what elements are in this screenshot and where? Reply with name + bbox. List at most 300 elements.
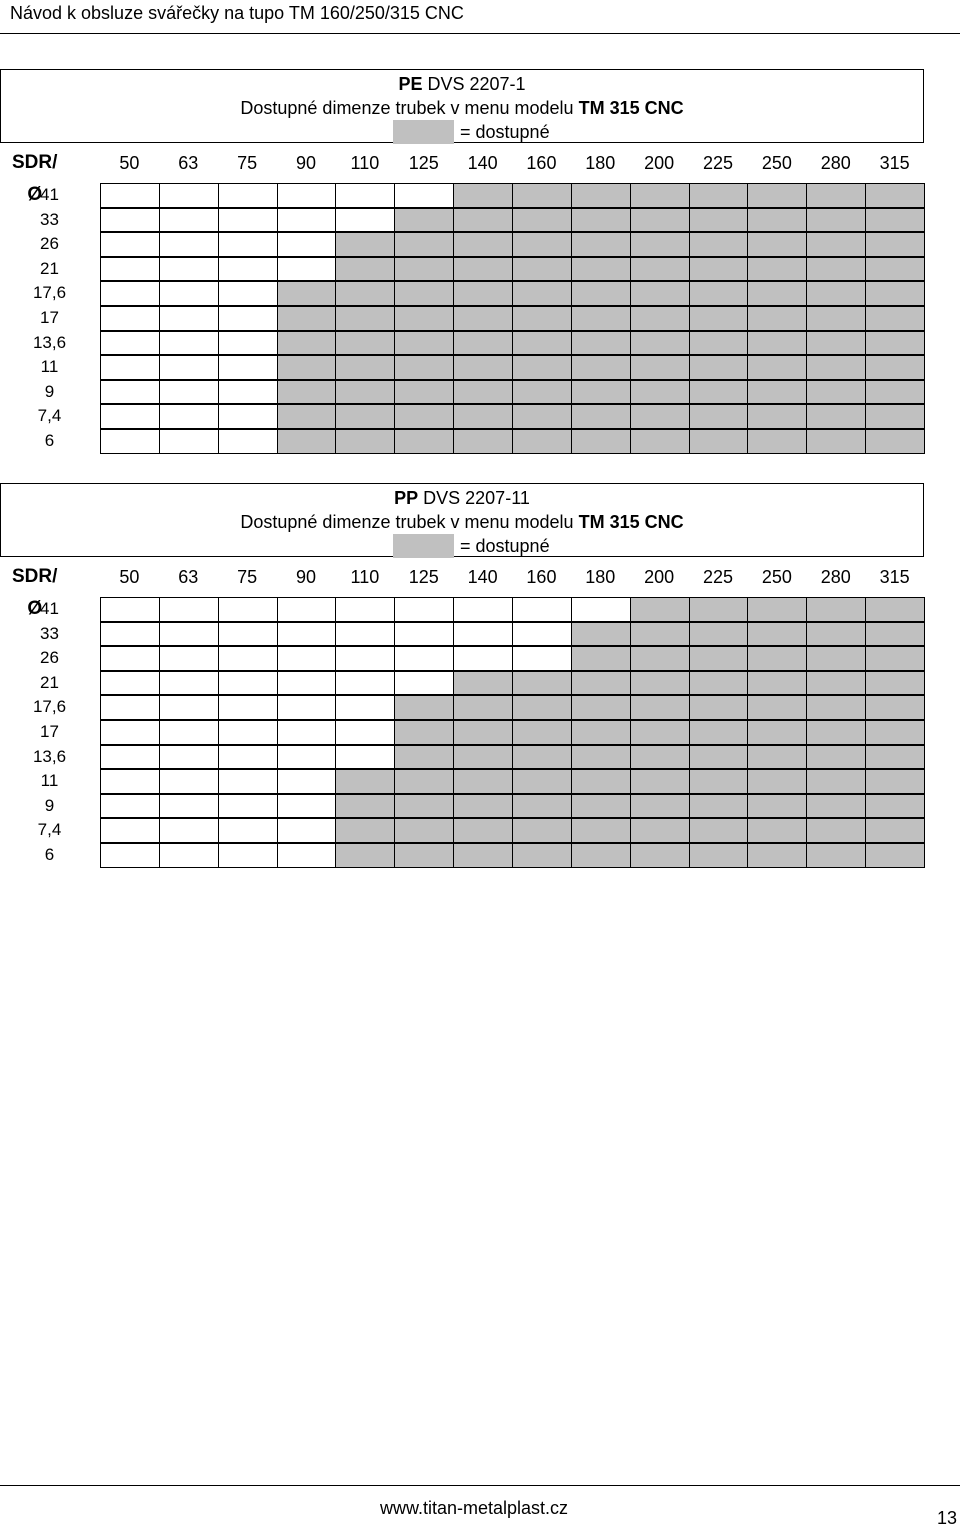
pp-availability-cell — [865, 695, 925, 720]
pp-availability-cell — [806, 622, 866, 647]
pp-availability-cell — [335, 646, 395, 671]
pp-availability-cell — [277, 745, 337, 770]
pp-availability-cell — [218, 818, 278, 843]
pe-availability-cell — [865, 429, 925, 454]
pe-availability-cell — [335, 404, 395, 429]
pp-availability-cell — [277, 646, 337, 671]
pp-availability-cell — [159, 745, 219, 770]
pp-availability-cell — [571, 818, 631, 843]
pp-availability-cell — [277, 695, 337, 720]
pp-legend-swatch — [393, 534, 454, 558]
pp-availability-cell — [159, 646, 219, 671]
pp-availability-cell — [689, 646, 749, 671]
pp-availability-cell — [512, 720, 572, 745]
pe-sdr-header: SDR/Ø — [12, 152, 58, 205]
pp-availability-cell — [630, 745, 690, 770]
pp-column-header-180: 180 — [585, 567, 616, 587]
pe-availability-cell — [571, 404, 631, 429]
pp-availability-cell — [394, 843, 454, 868]
pe-availability-cell — [747, 306, 807, 331]
pe-availability-cell — [747, 232, 807, 257]
pp-availability-cell — [689, 794, 749, 819]
pp-availability-cell — [630, 843, 690, 868]
pe-column-header-90: 90 — [295, 153, 317, 173]
pe-availability-cell — [159, 183, 219, 208]
pp-availability-cell — [159, 769, 219, 794]
pe-row-label-sdr: 26 — [40, 234, 59, 254]
pp-availability-cell — [806, 695, 866, 720]
pe-availability-cell — [218, 429, 278, 454]
pp-availability-cell — [394, 769, 454, 794]
pp-availability-cell — [394, 646, 454, 671]
pp-availability-cell — [277, 622, 337, 647]
pp-availability-cell — [571, 769, 631, 794]
pe-availability-cell — [100, 404, 160, 429]
pp-availability-cell — [453, 671, 513, 696]
pe-row-label-sdr: 11 — [40, 357, 59, 377]
pe-availability-cell — [218, 331, 278, 356]
pe-availability-cell — [100, 257, 160, 282]
pe-availability-cell — [394, 281, 454, 306]
pe-availability-cell — [512, 429, 572, 454]
pp-availability-cell — [394, 597, 454, 622]
pe-availability-cell — [571, 355, 631, 380]
pe-availability-cell — [277, 429, 337, 454]
pp-availability-cell — [630, 720, 690, 745]
pe-availability-cell — [571, 429, 631, 454]
pp-column-header-63: 63 — [178, 567, 199, 587]
pe-availability-cell — [394, 306, 454, 331]
pp-availability-cell — [630, 597, 690, 622]
pp-availability-cell — [630, 622, 690, 647]
pe-column-header-63: 63 — [178, 153, 199, 173]
pe-availability-cell — [277, 257, 337, 282]
pp-availability-cell — [865, 794, 925, 819]
pp-row-label-sdr: 17,6 — [32, 697, 67, 717]
pp-row-label-sdr: 7,4 — [37, 820, 62, 840]
header-divider — [0, 33, 960, 34]
pp-availability-cell — [453, 597, 513, 622]
pe-availability-cell — [335, 183, 395, 208]
pe-availability-cell — [335, 429, 395, 454]
pe-availability-cell — [630, 306, 690, 331]
pe-availability-cell — [218, 208, 278, 233]
pp-availability-cell — [865, 818, 925, 843]
pe-availability-cell — [218, 306, 278, 331]
pe-availability-cell — [806, 306, 866, 331]
pe-availability-cell — [277, 232, 337, 257]
pp-subtitle-line — [1, 510, 923, 534]
pe-availability-cell — [571, 306, 631, 331]
pe-availability-cell — [689, 380, 749, 405]
pp-availability-cell — [512, 745, 572, 770]
pp-availability-cell — [218, 843, 278, 868]
pp-availability-cell — [453, 720, 513, 745]
pe-availability-cell — [806, 429, 866, 454]
pp-availability-cell — [747, 818, 807, 843]
pe-availability-cell — [159, 380, 219, 405]
pp-availability-cell — [453, 695, 513, 720]
pp-availability-cell — [277, 843, 337, 868]
pe-availability-cell — [453, 281, 513, 306]
pp-availability-cell — [571, 646, 631, 671]
pe-availability-cell — [512, 183, 572, 208]
pp-availability-cell — [394, 818, 454, 843]
pp-availability-cell — [394, 671, 454, 696]
pe-availability-cell — [100, 380, 160, 405]
pe-availability-cell — [865, 404, 925, 429]
pp-availability-cell — [747, 622, 807, 647]
pp-availability-cell — [218, 622, 278, 647]
pp-availability-cell — [630, 695, 690, 720]
pe-availability-cell — [512, 306, 572, 331]
pe-availability-cell — [453, 257, 513, 282]
pe-availability-cell — [453, 404, 513, 429]
pp-availability-cell — [335, 769, 395, 794]
pp-availability-cell — [100, 646, 160, 671]
pe-availability-cell — [218, 380, 278, 405]
pp-row-label-sdr: 33 — [40, 623, 59, 643]
pp-availability-cell — [512, 622, 572, 647]
pe-availability-cell — [159, 208, 219, 233]
pe-availability-cell — [453, 355, 513, 380]
pp-availability-cell — [394, 794, 454, 819]
pe-availability-cell — [630, 355, 690, 380]
pp-availability-cell — [806, 646, 866, 671]
pe-standard: DVS 2207-1 — [427, 74, 526, 94]
pp-availability-cell — [865, 769, 925, 794]
pe-availability-cell — [806, 380, 866, 405]
pp-availability-cell — [747, 794, 807, 819]
pp-availability-cell — [806, 720, 866, 745]
pe-availability-cell — [277, 281, 337, 306]
pe-availability-cell — [747, 404, 807, 429]
pp-availability-cell — [571, 745, 631, 770]
pp-availability-cell — [689, 843, 749, 868]
pe-availability-cell — [689, 404, 749, 429]
pp-row-label-sdr: 26 — [40, 648, 59, 668]
pe-availability-cell — [277, 355, 337, 380]
pp-sdr-header: SDR/Ø — [12, 566, 58, 619]
pe-availability-cell — [630, 380, 690, 405]
pe-availability-cell — [159, 306, 219, 331]
pp-availability-cell — [277, 671, 337, 696]
pp-availability-cell — [865, 622, 925, 647]
pe-availability-cell — [394, 208, 454, 233]
pp-legend — [1, 534, 923, 558]
pe-availability-cell — [453, 380, 513, 405]
footer-divider — [0, 1485, 960, 1486]
pe-availability-cell — [218, 281, 278, 306]
pp-availability-cell — [512, 597, 572, 622]
pp-availability-cell — [100, 818, 160, 843]
pe-availability-cell — [571, 331, 631, 356]
pe-column-header-225: 225 — [703, 153, 734, 173]
pp-availability-cell — [159, 843, 219, 868]
pp-column-header-200: 200 — [644, 567, 675, 587]
pe-availability-cell — [394, 380, 454, 405]
pe-availability-cell — [453, 183, 513, 208]
pe-row-label-sdr: 13,6 — [32, 332, 67, 352]
pe-availability-cell — [689, 429, 749, 454]
pe-legend-text: = dostupné — [460, 122, 550, 142]
pp-availability-cell — [512, 769, 572, 794]
pp-availability-cell — [865, 843, 925, 868]
pp-column-header-225: 225 — [703, 567, 734, 587]
pe-column-header-200: 200 — [644, 153, 675, 173]
pe-availability-cell — [159, 257, 219, 282]
pp-column-header-125: 125 — [408, 567, 439, 587]
pe-availability-cell — [806, 404, 866, 429]
pp-column-header-160: 160 — [526, 567, 557, 587]
pe-availability-cell — [630, 331, 690, 356]
pp-availability-cell — [689, 745, 749, 770]
pe-availability-cell — [689, 281, 749, 306]
pp-row-label-sdr: 41 — [40, 599, 59, 618]
pe-column-header-250: 250 — [761, 153, 792, 173]
pp-availability-cell — [747, 597, 807, 622]
pe-table-title-box — [0, 69, 924, 143]
pp-column-header-250: 250 — [761, 567, 792, 587]
pe-availability-cell — [277, 208, 337, 233]
pp-availability-cell — [453, 769, 513, 794]
pe-availability-cell — [394, 257, 454, 282]
pe-availability-cell — [865, 355, 925, 380]
pe-availability-cell — [747, 380, 807, 405]
pp-availability-cell — [277, 597, 337, 622]
pe-availability-cell — [159, 404, 219, 429]
pp-availability-cell — [689, 671, 749, 696]
pe-availability-cell — [571, 380, 631, 405]
pe-legend-swatch — [393, 120, 454, 144]
pe-availability-cell — [865, 232, 925, 257]
pe-column-header-315: 315 — [879, 153, 910, 173]
pp-availability-cell — [512, 646, 572, 671]
pe-availability-cell — [865, 281, 925, 306]
pe-model: TM 315 CNC — [578, 98, 684, 118]
pe-availability-cell — [277, 331, 337, 356]
pe-material: PE — [398, 74, 423, 94]
pe-availability-cell — [571, 257, 631, 282]
pp-availability-cell — [394, 720, 454, 745]
pp-availability-cell — [218, 720, 278, 745]
pe-availability-cell — [453, 331, 513, 356]
pp-availability-cell — [689, 818, 749, 843]
pe-availability-cell — [806, 208, 866, 233]
pe-availability-cell — [159, 331, 219, 356]
pe-availability-cell — [747, 281, 807, 306]
pp-availability-cell — [335, 794, 395, 819]
pe-availability-cell — [394, 429, 454, 454]
pe-column-header-75: 75 — [237, 153, 258, 173]
pp-availability-cell — [100, 794, 160, 819]
pp-availability-cell — [100, 597, 160, 622]
pe-availability-cell — [630, 404, 690, 429]
page-number: 13 — [937, 1508, 958, 1528]
pp-availability-cell — [630, 646, 690, 671]
pe-availability-cell — [806, 331, 866, 356]
pe-availability-cell — [512, 208, 572, 233]
pe-availability-cell — [865, 183, 925, 208]
pp-availability-cell — [747, 720, 807, 745]
pe-row-label-sdr: 7,4 — [37, 406, 62, 426]
pe-availability-cell — [689, 232, 749, 257]
pp-availability-cell — [453, 818, 513, 843]
pe-availability-cell — [100, 281, 160, 306]
pp-availability-cell — [218, 695, 278, 720]
pp-availability-cell — [218, 597, 278, 622]
pp-availability-cell — [453, 622, 513, 647]
pe-availability-cell — [747, 183, 807, 208]
pp-availability-cell — [571, 720, 631, 745]
pp-availability-cell — [747, 695, 807, 720]
pe-row-label-sdr: 21 — [40, 258, 59, 278]
pp-column-header-110: 110 — [350, 567, 380, 587]
pp-availability-cell — [512, 794, 572, 819]
pp-subtitle: Dostupné dimenze trubek v menu modelu — [240, 512, 574, 532]
pe-availability-cell — [335, 380, 395, 405]
pp-availability-cell — [689, 720, 749, 745]
pp-availability-cell — [335, 622, 395, 647]
pe-availability-cell — [394, 355, 454, 380]
pe-availability-cell — [806, 232, 866, 257]
pe-availability-cell — [512, 404, 572, 429]
pp-availability-cell — [865, 720, 925, 745]
pe-availability-cell — [159, 429, 219, 454]
pe-availability-cell — [571, 208, 631, 233]
pp-availability-cell — [335, 695, 395, 720]
pp-availability-cell — [335, 745, 395, 770]
pe-row-label-sdr: 17 — [40, 308, 59, 327]
pp-availability-cell — [100, 671, 160, 696]
pe-availability-cell — [335, 281, 395, 306]
pe-availability-cell — [335, 257, 395, 282]
pp-availability-cell — [689, 769, 749, 794]
pe-availability-cell — [335, 208, 395, 233]
pe-row-label-sdr: 41 — [40, 185, 59, 204]
pp-availability-cell — [453, 843, 513, 868]
pp-availability-cell — [865, 671, 925, 696]
pp-availability-cell — [453, 794, 513, 819]
pe-subtitle: Dostupné dimenze trubek v menu modelu — [240, 98, 574, 118]
pe-availability-cell — [689, 208, 749, 233]
pe-availability-cell — [571, 183, 631, 208]
pe-availability-cell — [512, 331, 572, 356]
pe-availability-cell — [747, 429, 807, 454]
pe-availability-cell — [512, 281, 572, 306]
pe-availability-cell — [747, 257, 807, 282]
pp-availability-cell — [100, 695, 160, 720]
pp-title-line — [1, 486, 923, 510]
pp-availability-cell — [335, 818, 395, 843]
pp-row-label-sdr: 17 — [40, 722, 59, 741]
pp-availability-cell — [218, 671, 278, 696]
pp-availability-cell — [806, 769, 866, 794]
pe-availability-cell — [218, 257, 278, 282]
pe-availability-cell — [571, 232, 631, 257]
pe-availability-cell — [100, 306, 160, 331]
pe-availability-cell — [394, 404, 454, 429]
pp-availability-cell — [512, 695, 572, 720]
pe-availability-cell — [806, 355, 866, 380]
pe-availability-cell — [630, 183, 690, 208]
pp-availability-cell — [100, 720, 160, 745]
pp-availability-cell — [159, 720, 219, 745]
pp-column-header-280: 280 — [820, 567, 851, 587]
pp-row-label-sdr: 6 — [44, 845, 55, 864]
pp-availability-cell — [865, 597, 925, 622]
pe-availability-cell — [865, 331, 925, 356]
pp-availability-cell — [277, 794, 337, 819]
pp-availability-cell — [218, 794, 278, 819]
pe-availability-cell — [218, 355, 278, 380]
pe-availability-cell — [689, 306, 749, 331]
pp-column-header-75: 75 — [237, 567, 258, 587]
pe-availability-cell — [747, 208, 807, 233]
pe-availability-cell — [218, 404, 278, 429]
pe-availability-cell — [277, 306, 337, 331]
footer-url: www.titan-metalplast.cz — [380, 1498, 569, 1518]
pp-availability-cell — [218, 769, 278, 794]
pp-availability-cell — [806, 843, 866, 868]
pp-availability-cell — [512, 843, 572, 868]
pp-availability-cell — [159, 794, 219, 819]
pe-availability-cell — [512, 257, 572, 282]
pe-availability-cell — [865, 306, 925, 331]
pe-row-label-sdr: 9 — [44, 381, 55, 401]
pe-availability-cell — [512, 355, 572, 380]
pe-availability-cell — [453, 232, 513, 257]
pp-availability-cell — [335, 843, 395, 868]
pp-row-label-sdr: 21 — [40, 672, 59, 692]
pp-availability-cell — [747, 843, 807, 868]
pe-availability-cell — [806, 281, 866, 306]
pp-availability-cell — [689, 622, 749, 647]
pp-availability-cell — [630, 769, 690, 794]
pe-availability-cell — [630, 232, 690, 257]
pe-availability-cell — [394, 232, 454, 257]
pe-availability-cell — [335, 232, 395, 257]
pp-availability-cell — [159, 622, 219, 647]
pe-availability-cell — [394, 331, 454, 356]
pe-column-header-110: 110 — [350, 153, 380, 173]
pp-column-header-315: 315 — [879, 567, 910, 587]
pe-availability-cell — [159, 281, 219, 306]
pp-availability-cell — [865, 646, 925, 671]
pe-column-header-140: 140 — [467, 153, 498, 173]
pp-availability-cell — [571, 794, 631, 819]
pp-availability-cell — [159, 671, 219, 696]
pe-availability-cell — [453, 429, 513, 454]
pp-availability-cell — [453, 745, 513, 770]
pp-availability-cell — [689, 695, 749, 720]
pp-availability-cell — [100, 843, 160, 868]
pp-row-label-sdr: 9 — [44, 795, 55, 815]
pp-availability-cell — [277, 720, 337, 745]
pp-availability-cell — [806, 597, 866, 622]
pp-availability-cell — [159, 597, 219, 622]
pp-availability-cell — [630, 818, 690, 843]
pe-availability-cell — [277, 380, 337, 405]
pp-column-header-140: 140 — [467, 567, 498, 587]
pp-availability-cell — [100, 745, 160, 770]
pp-availability-cell — [806, 671, 866, 696]
pe-availability-cell — [630, 257, 690, 282]
pe-availability-cell — [689, 257, 749, 282]
pe-column-header-50: 50 — [119, 153, 140, 173]
pp-availability-cell — [747, 646, 807, 671]
pp-availability-cell — [218, 646, 278, 671]
